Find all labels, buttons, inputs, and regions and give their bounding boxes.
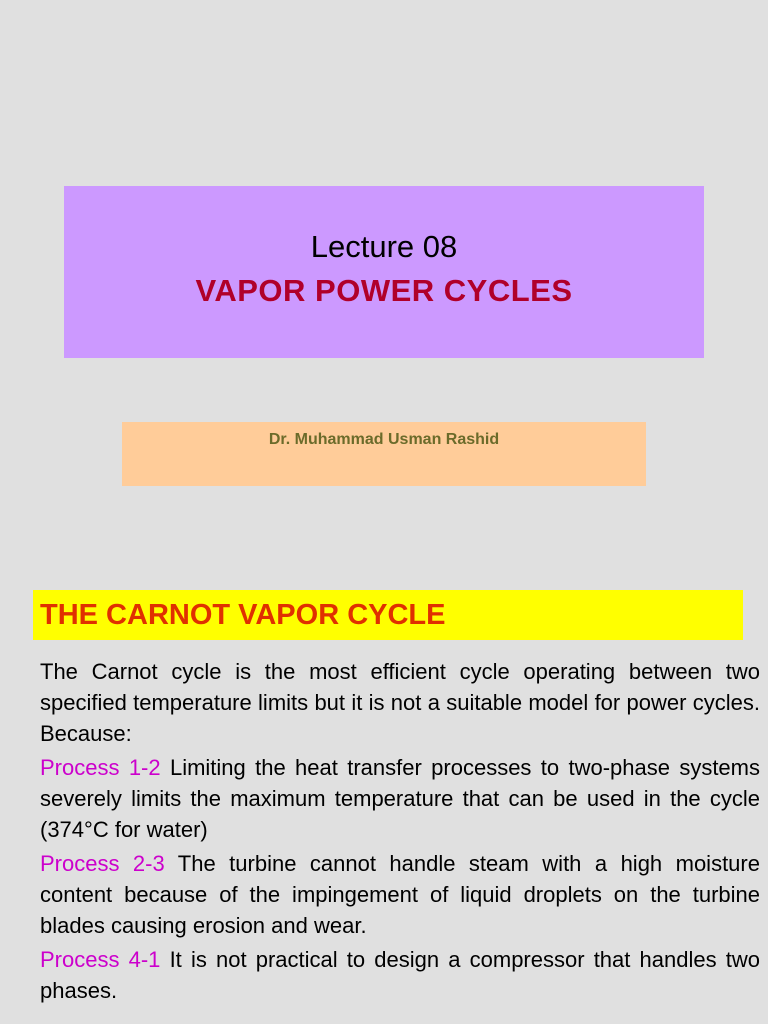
process-text: The turbine cannot handle steam with a high moisture content because of the impingement of liquid droplets on the turbine blades causing erosion and wear. [40, 851, 760, 938]
author-box [122, 422, 646, 486]
slide-body [40, 656, 760, 1006]
process-item [40, 752, 760, 845]
section-heading: THE CARNOT VAPOR CYCLE [40, 598, 446, 631]
author-name: Dr. Muhammad Usman Rashid [268, 431, 500, 448]
process-label: Process 1-2 [40, 755, 161, 780]
process-text: Limiting the heat transfer processes to two-phase systems severely limits the maximum temperature that can be used in the cycle (374°C for water) [40, 755, 760, 842]
section-heading-box [33, 590, 743, 640]
title-box [64, 186, 704, 358]
process-text: It is not practical to design a compressor that handles two phases. [40, 947, 760, 1003]
process-label: Process 4-1 [40, 947, 161, 972]
lecture-title: VAPOR POWER CYCLES [195, 273, 573, 308]
lecture-number: Lecture 08 [310, 229, 458, 264]
intro-paragraph: The Carnot cycle is the most efficient cycle operating between two specified temperature limits but it is not a suitable model for power cycles. Because: [40, 659, 760, 746]
process-label: Process 2-3 [40, 851, 165, 876]
process-item [40, 848, 760, 941]
process-item [40, 944, 760, 1006]
